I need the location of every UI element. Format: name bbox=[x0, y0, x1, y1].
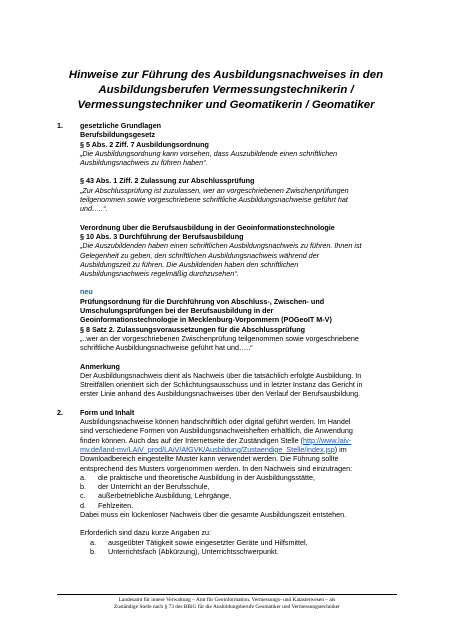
footer-divider bbox=[57, 594, 397, 595]
list-item bbox=[80, 501, 402, 510]
form-line-2: sind verschiedene Formen von Ausbildungsnachweisheften erhältlich, die Anwendung bbox=[80, 426, 353, 436]
form-line-5: Downloadbereich eingestellte Muster kann verwendet werden. Die Führung sollte bbox=[80, 454, 339, 464]
list-item bbox=[80, 491, 402, 500]
list-item-text: außerbetriebliche Ausbildung, Lehrgänge, bbox=[98, 491, 232, 501]
list-item-label: b. bbox=[90, 546, 96, 556]
list-item-label: b. bbox=[80, 482, 86, 492]
quote-4-line-2: schriftliche Ausbildungsnachweise geführt hat und…..“ bbox=[80, 343, 253, 353]
title-line-2: Ausbildungsberufen Vermessungstechnikerin / bbox=[98, 84, 354, 96]
footer-line-2: Zuständige Stelle nach § 73 des BBiG für die Ausbildungsberufe Geomatiker und Vermessungstechniker bbox=[114, 604, 340, 610]
form-line-3 bbox=[80, 436, 402, 445]
footer-line-1: Landesamt für innere Verwaltung – Amt für Geoinformation, Vermessungs- und Katasterwesen – als bbox=[118, 597, 336, 603]
list-item bbox=[80, 473, 402, 482]
section-2-number: 2. bbox=[57, 407, 63, 417]
section-1-number: 1. bbox=[57, 121, 63, 130]
anmerkung-line-3: erster Linie anhand des Ausbildungsnachweises über den Verlauf der Berufsausbildung. bbox=[80, 389, 361, 399]
quote-3-line-4: Ausbildungsnachweis regelmäßig durchzusehen“. bbox=[80, 269, 239, 279]
par10-title: § 10 Abs. 3 Durchführung der Berufsausbildung bbox=[80, 231, 244, 241]
par43-title: § 43 Abs. 1 Ziff. 2 Zulassung zur Abschlussprüfung bbox=[80, 176, 255, 186]
quote-1-line-2: Ausbildungsnachweis zu führen haben“. bbox=[80, 158, 208, 168]
section-2-heading: Form und Inhalt bbox=[80, 407, 135, 417]
quote-2-line-1: „Zur Abschlussprüfung ist zuzulassen, wer an vorgeschriebenen Zwischenprüfungen bbox=[80, 185, 349, 195]
quote-3-line-3: Ausbildungszeit zu führen. Die Ausbildenden haben den schriftlichen bbox=[80, 259, 299, 269]
zustaendige-stelle-link-part-2[interactable]: mv.de/land-mv/LAiV_prod/LAiV/AfGVK/Ausbildung/Zustaendige_Stelle/index.jsp bbox=[80, 444, 335, 454]
section-2 bbox=[57, 408, 402, 556]
form-line-3-text: finden können. Auch das auf der Internetseite der Zuständigen Stelle ( bbox=[80, 435, 303, 445]
list-item bbox=[90, 547, 402, 556]
list-item-label: a. bbox=[90, 537, 96, 547]
anmerkung-line-2: Streitfällen orientiert sich der Schlichtungsausschuss und in letzter Instanz das Gericht in bbox=[80, 380, 363, 390]
list-item-text: der Unterricht an der Berufsschule, bbox=[98, 482, 210, 492]
document-content bbox=[57, 121, 402, 556]
po-title-line-4: § 8 Satz 2. Zulassungsvoraussetzungen für die Abschlussprüfung bbox=[80, 324, 305, 334]
list-item bbox=[80, 482, 402, 491]
par5-title: § 5 Abs. 2 Ziff. 7 Ausbildungsordnung bbox=[80, 139, 209, 149]
new-badge: neu bbox=[80, 287, 93, 297]
quote-4-line-1: „..wer an der vorgeschriebenen Zwischenprüfung teilgenommen sowie vorgeschriebene bbox=[80, 333, 359, 343]
list-item-label: c. bbox=[80, 491, 86, 501]
section-1 bbox=[57, 121, 402, 408]
form-line-4 bbox=[80, 445, 402, 454]
quote-2-line-2: teilgenommen sowie vorgeschriebene schriftliche Ausbildungsnachweise geführt hat bbox=[80, 195, 348, 205]
pruefungsordnung-block bbox=[80, 287, 402, 352]
section-1-body bbox=[80, 121, 402, 408]
entry-list bbox=[80, 473, 402, 510]
list-item-text: Unterrichtsfach (Abkürzung), Unterrichtsschwerpunkt. bbox=[108, 546, 279, 556]
required-info-list bbox=[80, 538, 402, 557]
list-item-label: d. bbox=[80, 500, 86, 510]
form-line-6: entsprechend des Musters vorgenommen werden. In den Nachweis sind einzutragen: bbox=[80, 463, 353, 473]
list-item bbox=[90, 538, 402, 547]
anmerkung-block bbox=[80, 362, 402, 399]
title-line-3: Vermessungstechniker und Geomatikerin / Geomatiker bbox=[77, 99, 375, 111]
quote-1-line-1: „Die Ausbildungsordnung kann vorsehen, dass Auszubildende einen schriftlichen bbox=[80, 148, 338, 158]
verordnung-block bbox=[80, 223, 402, 279]
po-title-line-3: Geoinformationstechnologie in Mecklenburg-Vorpommern (POGeoIT M-V) bbox=[80, 315, 332, 325]
required-info-intro: Erforderlich sind dazu kurze Angaben zu: bbox=[80, 528, 212, 538]
bbig-block bbox=[80, 121, 402, 167]
section-1-heading: gesetzliche Grundlagen bbox=[80, 121, 162, 130]
quote-3-line-2: Gelegenheit zu geben, den schriftlichen Ausbildungsnachweis während der bbox=[80, 250, 320, 260]
anmerkung-heading: Anmerkung bbox=[80, 361, 120, 371]
bbig-title: Berufsbildungsgesetz bbox=[80, 130, 156, 140]
document-title bbox=[60, 68, 392, 113]
anmerkung-line-1: Der Ausbildungsnachweis dient als Nachweis über die tatsächlich erfolgte Ausbildung. In bbox=[80, 370, 362, 380]
list-item-text: die praktische und theoretische Ausbildung in der Ausbildungsstätte, bbox=[98, 472, 315, 482]
zustaendige-stelle-link-part-1[interactable]: http://www.laiv- bbox=[302, 435, 352, 445]
po-title-line-2: Umschulungsprüfungen bei der Berufsausbildung in der bbox=[80, 306, 274, 316]
form-line-1: Ausbildungsnachweise können handschriftlich oder digital geführt werden. Im Handel bbox=[80, 417, 351, 427]
list-item-text: ausgeübter Tätigkeit sowie eingesetzter Geräte und Hilfsmittel, bbox=[108, 537, 308, 547]
form-line-4-text: ) im bbox=[334, 444, 347, 454]
complete-record-note: Dabei muss ein lückenloser Nachweis über die gesamte Ausbildungszeit entstehen. bbox=[80, 509, 347, 519]
section-2-body bbox=[80, 408, 402, 556]
list-item-text: Fehlzeiten. bbox=[98, 500, 134, 510]
quote-3-line-1: „Die Auszubildenden haben einen schriftlichen Ausbildungsnachweis zu führen. Ihnen ist bbox=[80, 241, 362, 251]
quote-2-line-3: und…..“. bbox=[80, 204, 108, 214]
verordnung-title: Verordnung über die Berufsausbildung in der Geoinformationstechnologie bbox=[80, 222, 335, 232]
po-title-line-1: Prüfungsordnung für die Durchführung von Abschluss-, Zwischen- und bbox=[80, 296, 325, 306]
title-line-1: Hinweise zur Führung des Ausbildungsnachweises in den bbox=[68, 69, 384, 81]
list-item-label: a. bbox=[80, 472, 86, 482]
par43-block bbox=[80, 176, 402, 213]
page-footer bbox=[55, 597, 399, 611]
